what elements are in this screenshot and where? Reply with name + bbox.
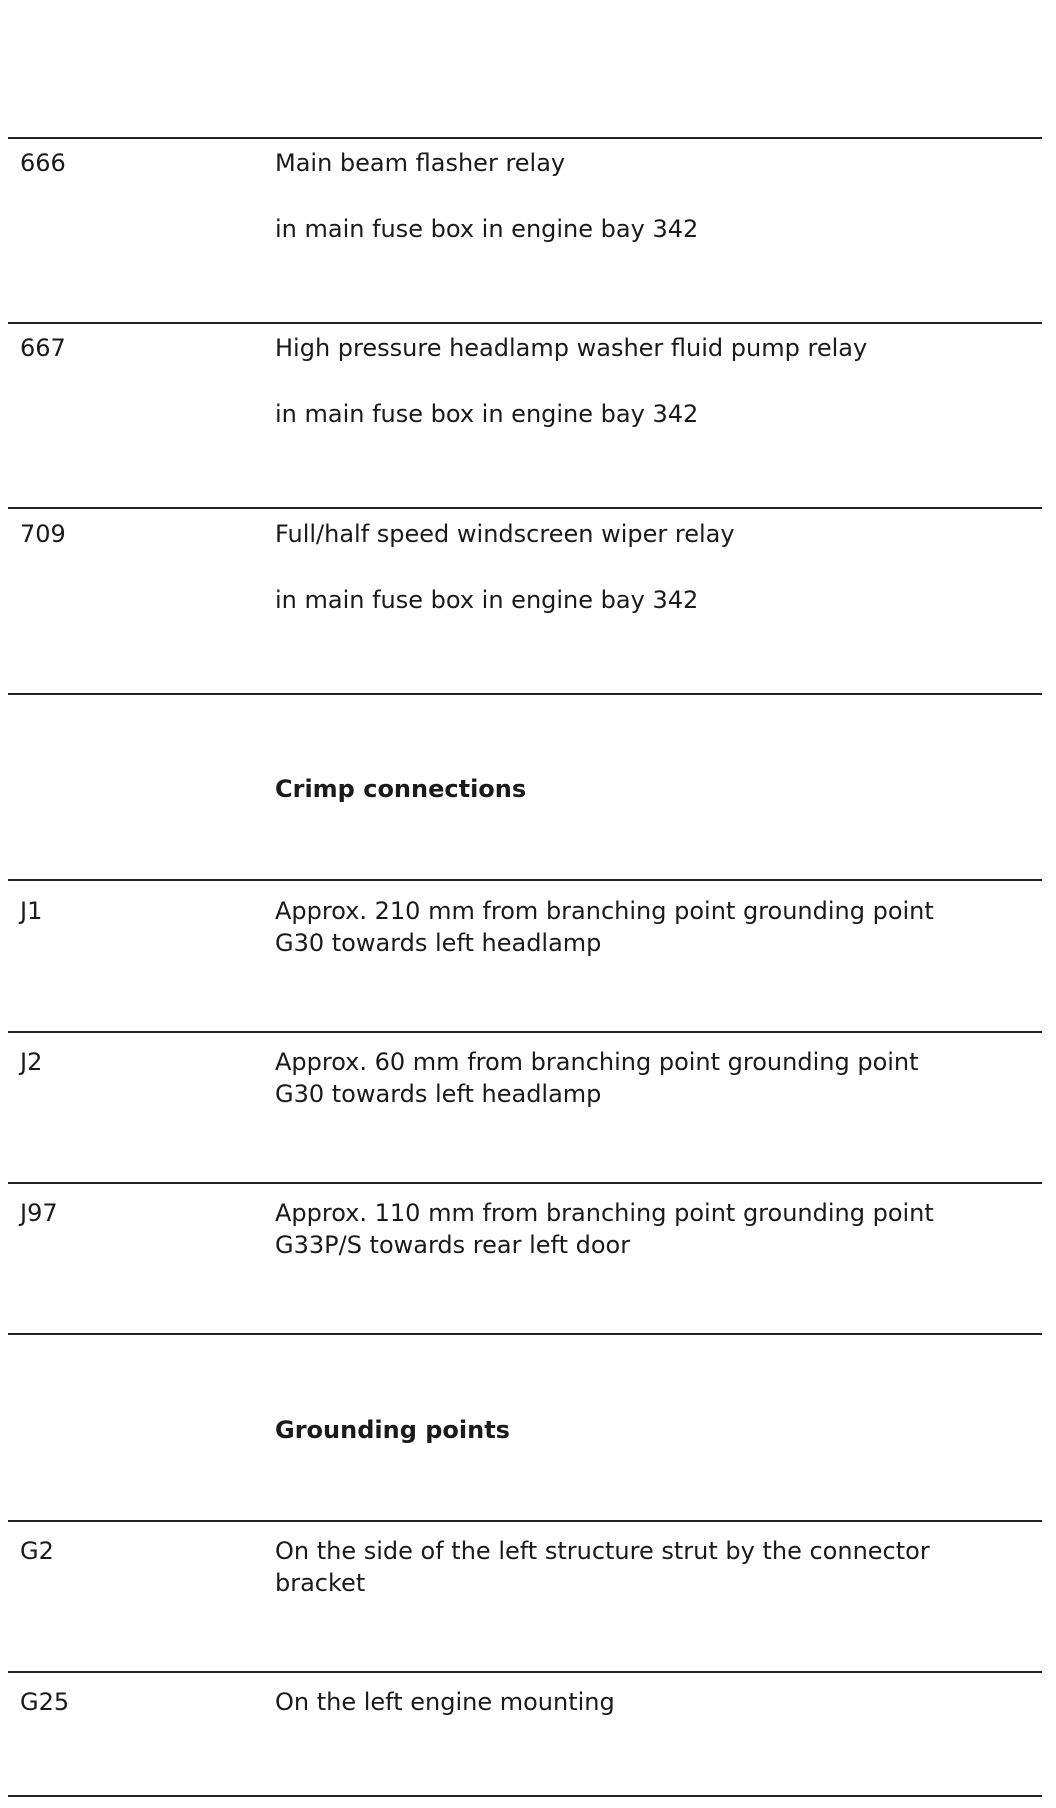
row-divider [8, 1182, 1042, 1184]
relay-code: 666 [20, 149, 66, 177]
crimp-description-line1: Approx. 210 mm from branching point grounding point [275, 897, 934, 925]
crimp-description-line1: Approx. 110 mm from branching point grounding point [275, 1199, 934, 1227]
crimp-code: J2 [20, 1048, 43, 1076]
section-heading-grounding: Grounding points [275, 1416, 510, 1444]
row-divider [8, 879, 1042, 881]
row-divider [8, 1520, 1042, 1522]
relay-title: Main beam flasher relay [275, 149, 566, 177]
row-divider [8, 322, 1042, 324]
row-divider [8, 1795, 1042, 1797]
relay-title: High pressure headlamp washer fluid pump relay [275, 334, 868, 362]
relay-location: in main fuse box in engine bay 342 [275, 400, 699, 428]
section-heading-crimp: Crimp connections [275, 775, 527, 803]
section-divider [8, 693, 1042, 695]
grounding-code: G2 [20, 1537, 54, 1565]
crimp-code: J1 [20, 897, 43, 925]
row-divider [8, 1671, 1042, 1673]
row-divider [8, 1031, 1042, 1033]
relay-code: 667 [20, 334, 66, 362]
relay-code: 709 [20, 520, 66, 548]
crimp-code: J97 [20, 1199, 58, 1227]
row-divider [8, 507, 1042, 509]
grounding-code: G25 [20, 1688, 70, 1716]
relay-title: Full/half speed windscreen wiper relay [275, 520, 735, 548]
grounding-description-line1: On the side of the left structure strut by the connector [275, 1537, 930, 1565]
crimp-description-line2: G33P/S towards rear left door [275, 1231, 631, 1259]
crimp-description-line1: Approx. 60 mm from branching point grounding point [275, 1048, 919, 1076]
crimp-description-line2: G30 towards left headlamp [275, 929, 602, 957]
grounding-description-line1: On the left engine mounting [275, 1688, 615, 1716]
section-divider [8, 1333, 1042, 1335]
relay-location: in main fuse box in engine bay 342 [275, 215, 699, 243]
relay-location: in main fuse box in engine bay 342 [275, 586, 699, 614]
grounding-description-line2: bracket [275, 1569, 366, 1597]
crimp-description-line2: G30 towards left headlamp [275, 1080, 602, 1108]
row-divider [8, 137, 1042, 139]
